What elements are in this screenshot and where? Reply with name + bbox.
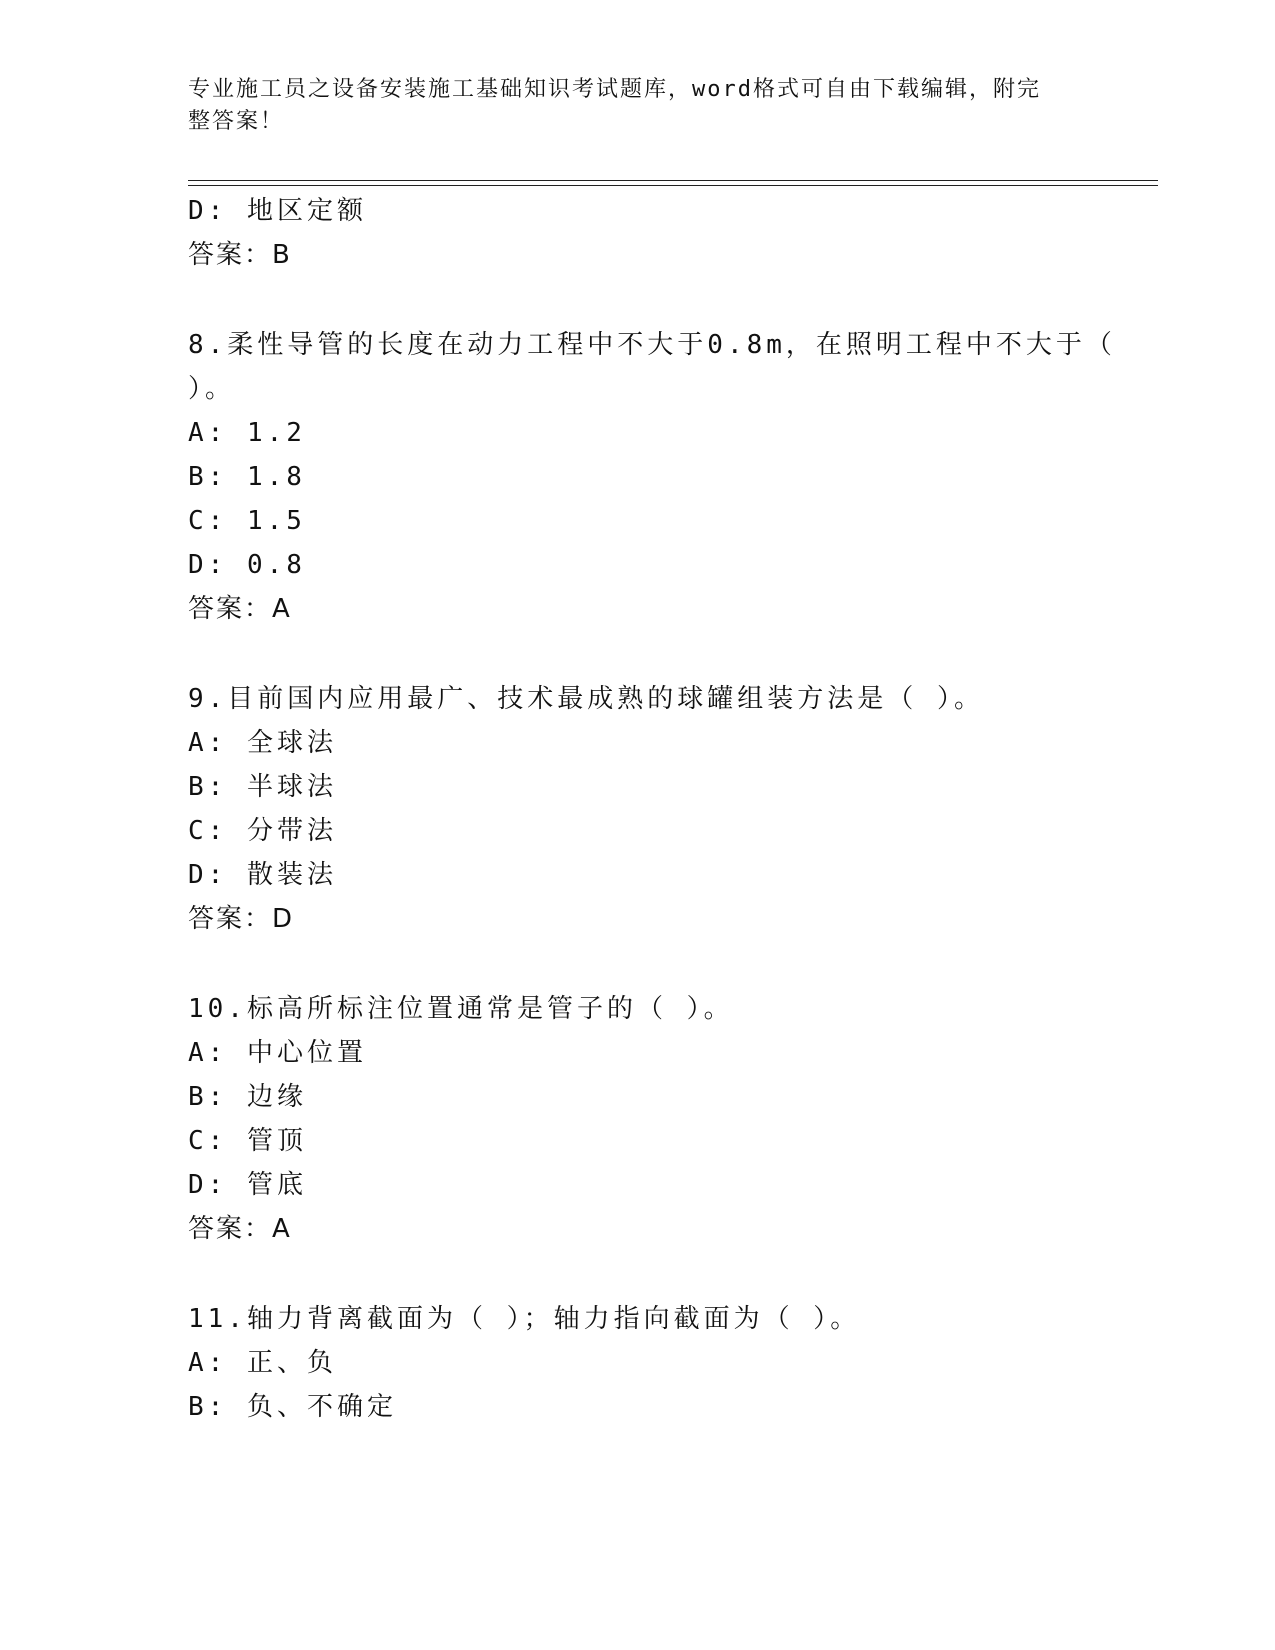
document-header bbox=[188, 74, 1068, 138]
q8-stem-line-1: 8.柔性导管的长度在动力工程中不大于0.8m，在照明工程中不大于（ bbox=[188, 330, 1116, 360]
q9-stem: 9.目前国内应用最广、技术最成熟的球罐组装方法是（ ）。 bbox=[188, 684, 984, 714]
q9-option-a: A: 全球法 bbox=[188, 728, 337, 758]
q8-answer: 答案：A bbox=[188, 594, 292, 624]
q10-option-b: B: 边缘 bbox=[188, 1082, 307, 1112]
q11-option-a: A: 正、负 bbox=[188, 1348, 337, 1378]
header-divider-top bbox=[188, 180, 1158, 181]
q10-answer: 答案：A bbox=[188, 1214, 292, 1244]
q11-option-b: B: 负、不确定 bbox=[188, 1392, 397, 1422]
q11-stem: 11.轴力背离截面为（ ）；轴力指向截面为（ ）。 bbox=[188, 1304, 861, 1334]
header-line-2: 整答案！ bbox=[188, 109, 285, 134]
q7-option-d: D: 地区定额 bbox=[188, 196, 367, 226]
q7-answer: 答案：B bbox=[188, 240, 292, 270]
q9-answer: 答案：D bbox=[188, 904, 295, 934]
q10-option-d: D: 管底 bbox=[188, 1170, 307, 1200]
q8-option-a: A: 1.2 bbox=[188, 418, 306, 448]
header-divider-bottom bbox=[188, 185, 1158, 186]
q9-option-d: D: 散装法 bbox=[188, 860, 337, 890]
q9-option-c: C: 分带法 bbox=[188, 816, 337, 846]
header-line-1: 专业施工员之设备安装施工基础知识考试题库，word格式可自由下载编辑，附完 bbox=[188, 77, 1041, 102]
q8-option-d: D: 0.8 bbox=[188, 550, 306, 580]
q10-stem: 10.标高所标注位置通常是管子的（ ）。 bbox=[188, 994, 734, 1024]
q9-option-b: B: 半球法 bbox=[188, 772, 337, 802]
q10-option-a: A: 中心位置 bbox=[188, 1038, 367, 1068]
q8-option-b: B: 1.8 bbox=[188, 462, 306, 492]
q10-option-c: C: 管顶 bbox=[188, 1126, 307, 1156]
q8-option-c: C: 1.5 bbox=[188, 506, 306, 536]
q8-stem-line-2: ）。 bbox=[188, 374, 236, 404]
